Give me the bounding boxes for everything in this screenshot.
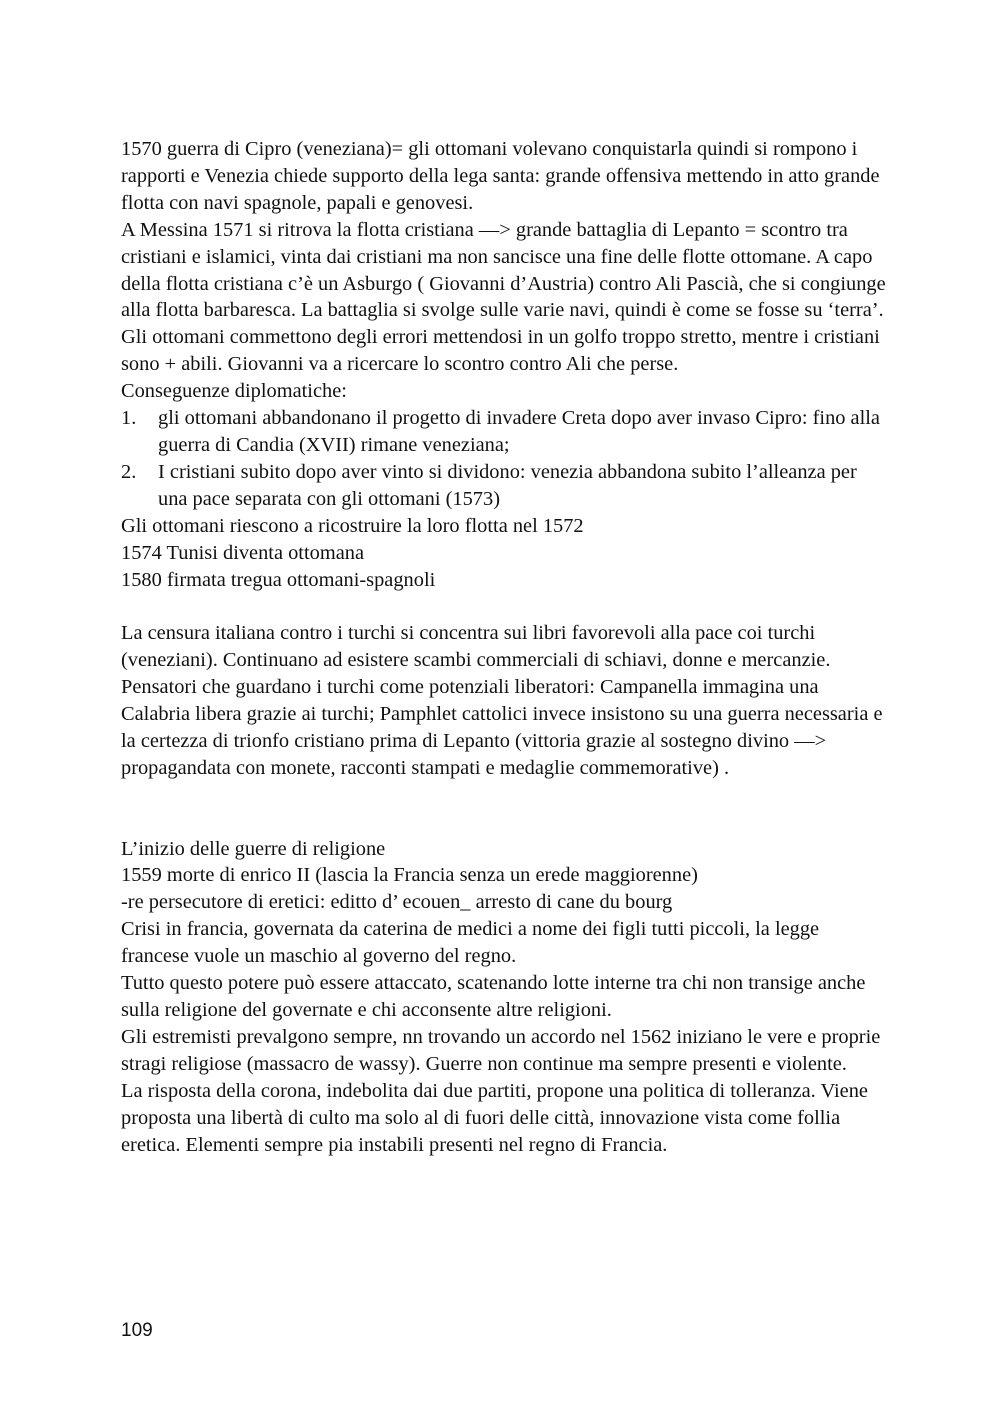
page-body [121,136,891,1158]
paragraph-diplomatic-consequences: Conseguenze diplomatiche: [121,380,347,403]
list-item-text: I cristiani subito dopo aver vinto si dividono: venezia abbandona subito l’alleanza per una pace separata con gli ottomani (1573) [158,460,857,510]
list-item [121,459,891,513]
paragraph-crown-response: La risposta della corona, indebolita dai due partiti, propone una politica di tolleranza. Viene proposta una libertà di culto ma solo al di fuori delle città, innovazione vista come follia eretica. Elementi sempre pia instabili presenti nel regno di Francia. [121,1079,868,1156]
consequences-list [121,405,891,513]
spacer [121,782,891,836]
list-item-text: gli ottomani abbandonano il progetto di invadere Creta dopo aver invaso Cipro: fino alla guerra di Candia (XVII) rimane veneziana; [158,407,880,456]
paragraph-internal-struggles: Tutto questo potere può essere attaccato, scatenando lotte interne tra chi non transige anche sulla religione del governate e chi acconsente altre religioni. [121,972,866,1021]
section-heading: L’inizio delle guerre di religione [121,837,386,860]
paragraph-persecutor-king: -re persecutore di eretici: editto d’ ecouen_ arresto di cane du bourg [121,891,673,914]
paragraph-extremists: Gli estremisti prevalgono sempre, nn trovando un accordo nel 1562 iniziano le vere e proprie stragi religiose (massacro de wassy). Guerre non continue ma sempre presenti e violente. [121,1025,881,1075]
paragraph-henry-death: 1559 morte di enrico II (lascia la Francia senza un erede maggiorenne) [121,864,698,887]
paragraph-fleet-rebuilt: Gli ottomani riescono a ricostruire la loro flotta nel 1572 [121,514,584,537]
list-item [121,405,891,459]
page-number: 109 [121,1320,153,1341]
spacer [121,593,891,620]
paragraph-crisis-france: Crisi in francia, governata da caterina de medici a nome dei figli tutti piccoli, la legge francese vuole un maschio al governo del regno. [121,918,820,968]
paragraph-cyprus-war: 1570 guerra di Cipro (veneziana)= gli ottomani volevano conquistarla quindi si rompono i rapporti e Venezia chiede supporto della lega santa: grande offensiva mettendo in atto grande flotta con navi spagnole, papali e genovesi. [121,138,880,214]
paragraph-truce: 1580 firmata tregua ottomani-spagnoli [121,568,436,591]
list-item-number: 1. [121,407,137,430]
paragraph-lepanto-battle: A Messina 1571 si ritrova la flotta cristiana —> grande battaglia di Lepanto = scontro tra cristiani e islamici, vinta dai cristiani ma non sancisce una fine delle flotte ottomane. A capo della flotta cristiana c’è un Asburgo ( Giovanni d’Austria) contro Ali Pascià, che si congiunge alla flotta barbaresca. La battaglia si svolge sulle varie navi, quindi è come se fosse su ‘terra’. Gli ottomani commettono degli errori mettendosi in un golfo troppo stretto, mentre i cristiani sono + abili. Giovanni va a ricercare lo scontro contro Ali che perse. [121,218,886,376]
paragraph-censorship: La censura italiana contro i turchi si concentra sui libri favorevoli alla pace coi turchi (veneziani). Continuano ad esistere scambi commerciali di schiavi, donne e mercanzie. Pensatori che guardano i turchi come potenziali liberatori: Campanella immagina una Calabria libera grazie ai turchi; Pamphlet cattolici invece insistono su una guerra necessaria e la certezza di trionfo cristiano prima di Lepanto (vittoria grazie al sostegno divino —> propagandata con monete, racconti stampati e medaglie commemorative) . [121,622,883,779]
paragraph-tunis: 1574 Tunisi diventa ottomana [121,541,364,564]
list-item-number: 2. [121,460,137,483]
